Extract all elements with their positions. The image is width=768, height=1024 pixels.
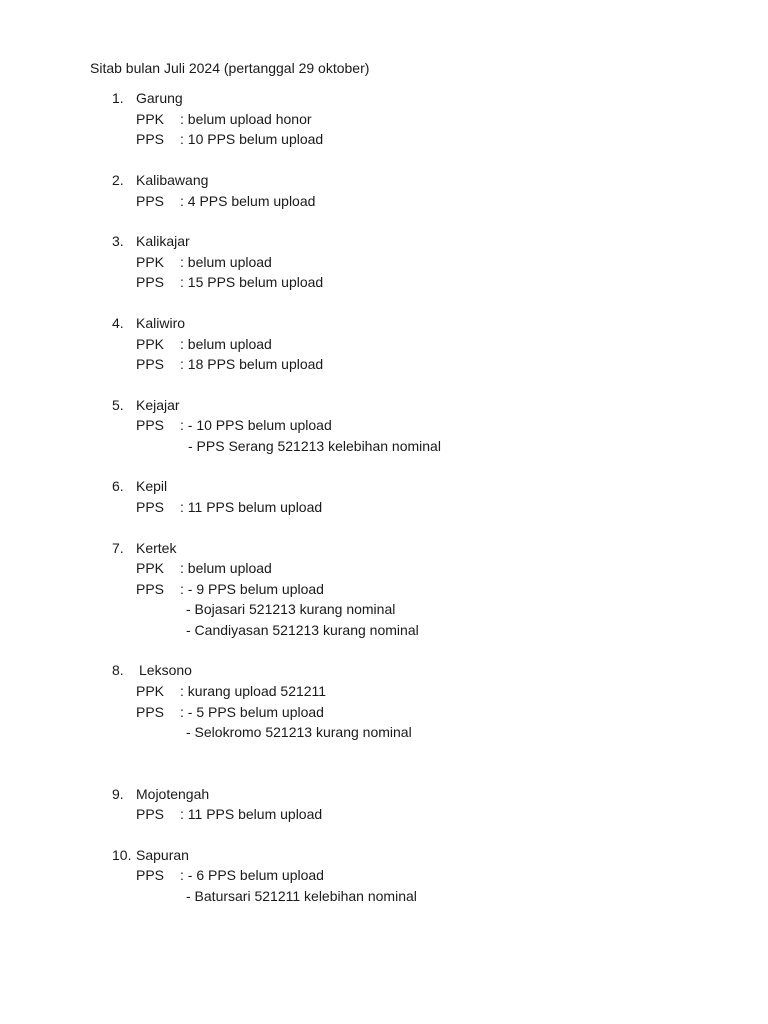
- district-name: Kejajar: [136, 397, 180, 413]
- row-value: : - 6 PPS belum upload: [180, 867, 324, 883]
- row-value: : - 9 PPS belum upload: [180, 581, 324, 597]
- item-number: 3.: [112, 233, 124, 249]
- row-value: : belum upload: [180, 560, 272, 576]
- row-value: : 11 PPS belum upload: [180, 806, 323, 822]
- row-value: : 10 PPS belum upload: [180, 131, 324, 147]
- row-label: PPS: [136, 499, 165, 515]
- district-name: Kertek: [136, 540, 177, 556]
- district-name: Kalikajar: [136, 233, 190, 249]
- row-value: : 15 PPS belum upload: [180, 274, 324, 290]
- sub-note: - Candiyasan 521213 kurang nominal: [186, 622, 419, 638]
- sub-note: - Batursari 521211 kelebihan nominal: [186, 888, 417, 904]
- district-name: Kepil: [136, 478, 168, 494]
- row-value: : belum upload: [180, 254, 272, 270]
- item-number: 10.: [112, 847, 132, 863]
- row-label: PPS: [136, 581, 165, 597]
- row-label: PPK: [136, 254, 165, 270]
- district-name: Sapuran: [136, 847, 189, 863]
- row-value: : 4 PPS belum upload: [180, 193, 316, 209]
- row-label: PPK: [136, 683, 165, 699]
- row-value: : belum upload honor: [180, 111, 312, 127]
- row-label: PPS: [136, 131, 165, 147]
- row-value: : 11 PPS belum upload: [180, 499, 323, 515]
- row-value: : kurang upload 521211: [180, 683, 327, 699]
- district-name: Leksono: [139, 662, 192, 678]
- row-value: : 18 PPS belum upload: [180, 356, 324, 372]
- row-label: PPS: [136, 274, 165, 290]
- item-number: 5.: [112, 397, 124, 413]
- row-label: PPS: [136, 704, 165, 720]
- item-number: 2.: [112, 172, 124, 188]
- sub-note: - PPS Serang 521213 kelebihan nominal: [188, 438, 441, 454]
- row-label: PPK: [136, 560, 165, 576]
- item-number: 9.: [112, 786, 124, 802]
- sub-note: - Bojasari 521213 kurang nominal: [186, 601, 396, 617]
- row-label: PPS: [136, 806, 165, 822]
- row-label: PPK: [136, 336, 165, 352]
- district-name: Garung: [136, 90, 183, 106]
- item-number: 1.: [112, 90, 124, 106]
- document-title: Sitab bulan Juli 2024 (pertanggal 29 oktober): [90, 60, 370, 76]
- district-name: Mojotengah: [136, 786, 210, 802]
- item-number: 7.: [112, 540, 124, 556]
- row-label: PPK: [136, 111, 165, 127]
- row-value: : - 5 PPS belum upload: [180, 704, 324, 720]
- row-label: PPS: [136, 193, 165, 209]
- sub-note: - Selokromo 521213 kurang nominal: [186, 724, 412, 740]
- row-label: PPS: [136, 867, 165, 883]
- row-label: PPS: [136, 417, 165, 433]
- row-label: PPS: [136, 356, 165, 372]
- item-number: 8.: [112, 662, 124, 678]
- item-number: 4.: [112, 315, 124, 331]
- row-value: : - 10 PPS belum upload: [180, 417, 332, 433]
- item-number: 6.: [112, 478, 124, 494]
- district-name: Kaliwiro: [136, 315, 186, 331]
- district-name: Kalibawang: [136, 172, 209, 188]
- row-value: : belum upload: [180, 336, 272, 352]
